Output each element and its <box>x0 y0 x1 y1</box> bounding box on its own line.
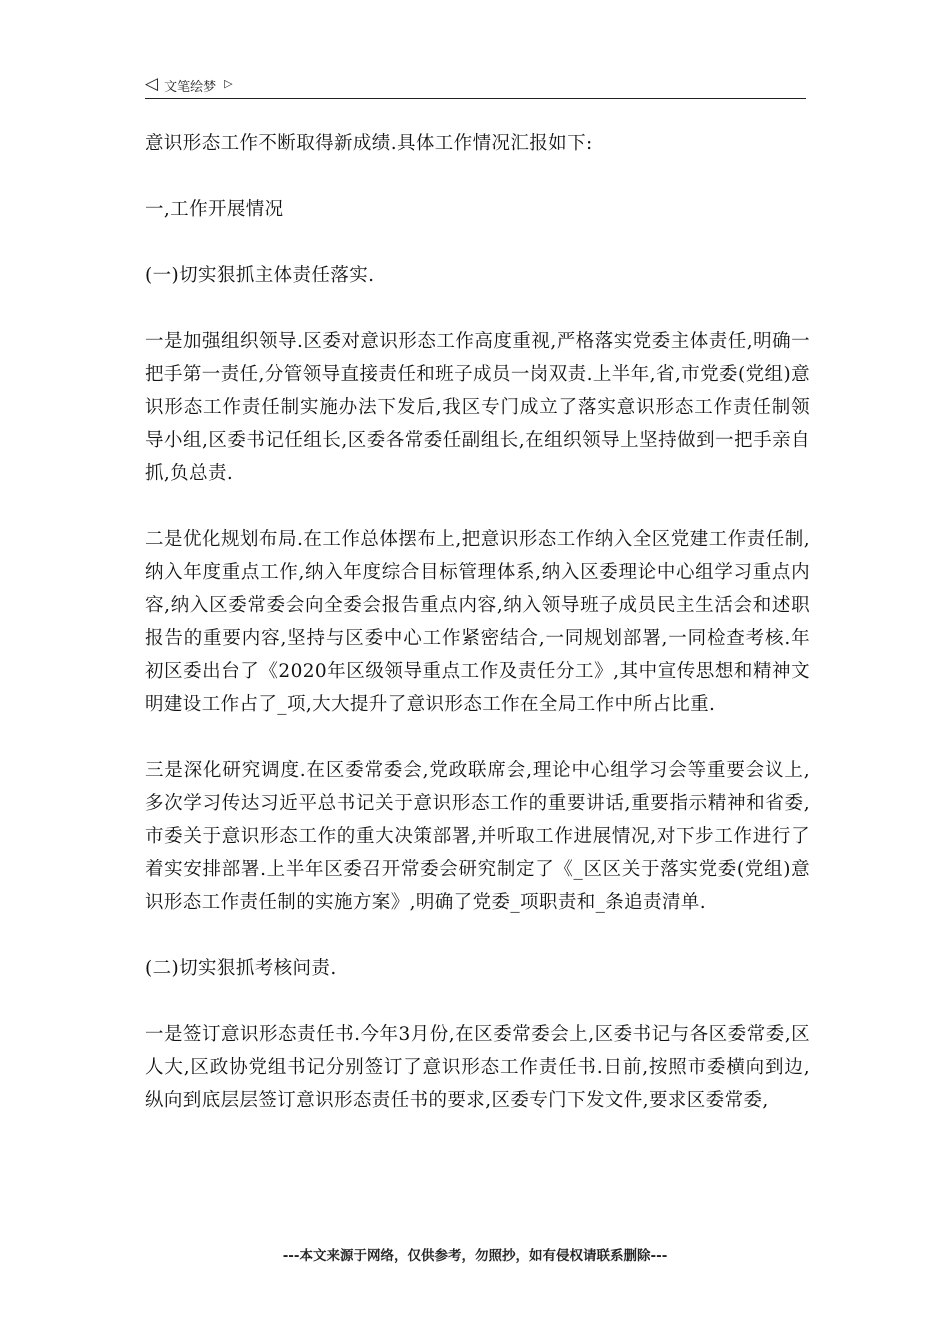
right-triangle-icon: ▷ <box>224 76 233 90</box>
page-header <box>145 72 806 99</box>
paragraph-organization: 一是加强组织领导.区委对意识形态工作高度重视,严格落实党委主体责任,明确一把手第一责任,分管领导直接责任和班子成员一岗双责.上半年,省,市党委(党组)意识形态工作责任制实施办法下发后,我区专门成立了落实意识形态工作责任制领导小组,区委书记任组长,区委各常委任副组长,在组织领导上坚持做到一把手亲自抓,负总责. <box>145 331 810 484</box>
subsection-heading-1: (一)切实狠抓主体责任落实. <box>145 265 375 286</box>
paragraph-planning: 二是优化规划布局.在工作总体摆布上,把意识形态工作纳入全区党建工作责任制,纳入年度重点工作,纳入年度综合目标管理体系,纳入区委理论中心组学习重点内容,纳入区委常委会向全委会报告重点内容,纳入领导班子成员民主生活会和述职报告的重要内容,坚持与区委中心工作紧密结合,一同规划部署,一同检查考核.年初区委出台了《2020年区级领导重点工作及责任分工》,其中宣传思想和精神文明建设工作占了_项,大大提升了意识形态工作在全局工作中所占比重. <box>145 529 810 715</box>
subsection-heading-2: (二)切实狠抓考核问责. <box>145 958 337 979</box>
section-heading-1: 一,工作开展情况 <box>145 199 284 220</box>
header-brand: 文笔绘梦 <box>164 79 217 95</box>
paragraph-intro: 意识形态工作不断取得新成绩.具体工作情况汇报如下: <box>145 133 593 154</box>
paragraph-responsibility: 一是签订意识形态责任书.今年3月份,在区委常委会上,区委书记与各区委常委,区人大,区政协党组书记分别签订了意识形态工作责任书.日前,按照市委横向到边,纵向到底层层签订意识形态责任书的要求,区委专门下发文件,要求区委常委, <box>145 1024 810 1111</box>
document-body <box>145 127 810 1150</box>
paragraph-research: 三是深化研究调度.在区委常委会,党政联席会,理论中心组学习会等重要会议上,多次学习传达习近平总书记关于意识形态工作的重要讲话,重要指示精神和省委,市委关于意识形态工作的重大决策部署,并听取工作进展情况,对下步工作进行了着实安排部署.上半年区委召开常委会研究制定了《_区区关于落实党委(党组)意识形态工作责任制的实施方案》,明确了党委_项职责和_条追责清单. <box>145 760 810 913</box>
footer-disclaimer: ---本文来源于网络，仅供参考，勿照抄，如有侵权请联系删除--- <box>282 1248 668 1264</box>
left-triangle-icon: ◁ <box>145 73 159 94</box>
